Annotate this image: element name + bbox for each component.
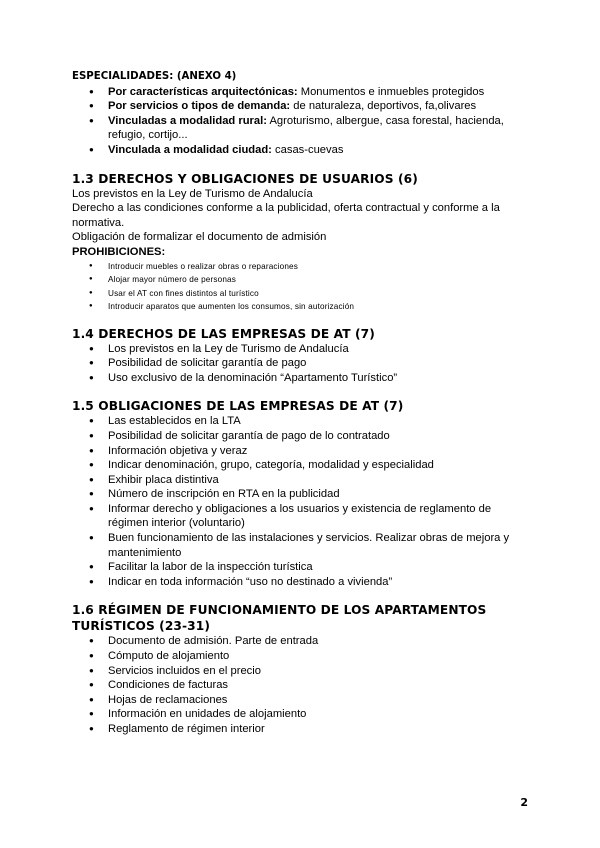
section-title: 1.6 RÉGIMEN DE FUNCIONAMIENTO DE LOS APARTAMENTOS TURÍSTICOS (23-31)	[72, 603, 487, 634]
list-item: ● Número de inscripción en RTA en la publicidad	[72, 487, 532, 502]
list-item: ● Documento de admisión. Parte de entrada	[72, 634, 532, 649]
section-title: 1.5 OBLIGACIONES DE LAS EMPRESAS DE AT (7)	[72, 399, 404, 414]
especialidades-list	[72, 85, 532, 158]
list-item: ● Introducir aparatos que aumenten los consumos, sin autorización	[72, 300, 532, 314]
list-item: ● Información objetiva y veraz	[72, 444, 532, 459]
prohibiciones-list	[72, 260, 532, 314]
list-item: ● Servicios incluidos en el precio	[72, 664, 532, 679]
section-1-3	[72, 171, 532, 314]
list-item: ● Cómputo de alojamiento	[72, 649, 532, 664]
section-title: 1.3 DERECHOS Y OBLIGACIONES DE USUARIOS (6)	[72, 171, 418, 186]
prohibiciones-label: PROHIBICIONES:	[72, 245, 166, 258]
section-title: 1.4 DERECHOS DE LAS EMPRESAS DE AT (7)	[72, 326, 375, 341]
list-item: ● Facilitar la labor de la inspección turística	[72, 560, 532, 575]
list-item: ● Hojas de reclamaciones	[72, 693, 532, 708]
list-item: ● Usar el AT con fines distintos al turístico	[72, 287, 532, 301]
list-item: ● Posibilidad de solicitar garantía de pago de lo contratado	[72, 429, 532, 444]
paragraph: Obligación de formalizar el documento de admisión	[72, 231, 327, 244]
list-item: ● Informar derecho y obligaciones a los usuarios y existencia de reglamento de régimen interior (voluntario)	[72, 502, 532, 531]
list-item: ● Vinculada a modalidad ciudad: casas-cuevas	[72, 143, 532, 158]
document-body	[72, 70, 532, 737]
list-item: ● Uso exclusivo de la denominación “Apartamento Turístico”	[72, 371, 532, 386]
paragraph: Derecho a las condiciones conforme a la publicidad, oferta contractual y conforme a la normativa.	[72, 202, 500, 229]
list-item: ● Posibilidad de solicitar garantía de pago	[72, 356, 532, 371]
section-list	[72, 634, 532, 736]
list-item: ● Indicar en toda información “uso no destinado a vivienda”	[72, 575, 532, 590]
section-1-4	[72, 326, 532, 386]
list-item: ● Por características arquitectónicas: Monumentos e inmuebles protegidos	[72, 85, 532, 100]
list-item: ● Vinculadas a modalidad rural: Agroturismo, albergue, casa forestal, hacienda, refugio, cortijo...	[72, 114, 532, 143]
section-1-6	[72, 602, 532, 736]
list-item: ● Alojar mayor número de personas	[72, 273, 532, 287]
list-item: ● Los previstos en la Ley de Turismo de Andalucía	[72, 342, 532, 357]
paragraph: Los previstos en la Ley de Turismo de Andalucía	[72, 187, 313, 200]
list-item: ● Reglamento de régimen interior	[72, 722, 532, 737]
especialidades-section	[72, 70, 532, 158]
list-item: ● Buen funcionamiento de las instalaciones y servicios. Realizar obras de mejora y mantenimiento	[72, 531, 532, 560]
list-item: ● Condiciones de facturas	[72, 678, 532, 693]
list-item: ● Indicar denominación, grupo, categoría, modalidad y especialidad	[72, 458, 532, 473]
list-item: ● Información en unidades de alojamiento	[72, 707, 532, 722]
list-item: ● Las establecidos en la LTA	[72, 414, 532, 429]
list-item: ● Introducir muebles o realizar obras o reparaciones	[72, 260, 532, 274]
section-list	[72, 414, 532, 589]
especialidades-heading: ESPECIALIDADES: (ANEXO 4)	[72, 71, 237, 82]
list-item: ● Exhibir placa distintiva	[72, 473, 532, 488]
section-1-5	[72, 398, 532, 589]
list-item: ● Por servicios o tipos de demanda: de naturaleza, deportivos, fa,olivares	[72, 99, 532, 114]
page-number: 2	[520, 796, 528, 809]
section-list	[72, 342, 532, 386]
